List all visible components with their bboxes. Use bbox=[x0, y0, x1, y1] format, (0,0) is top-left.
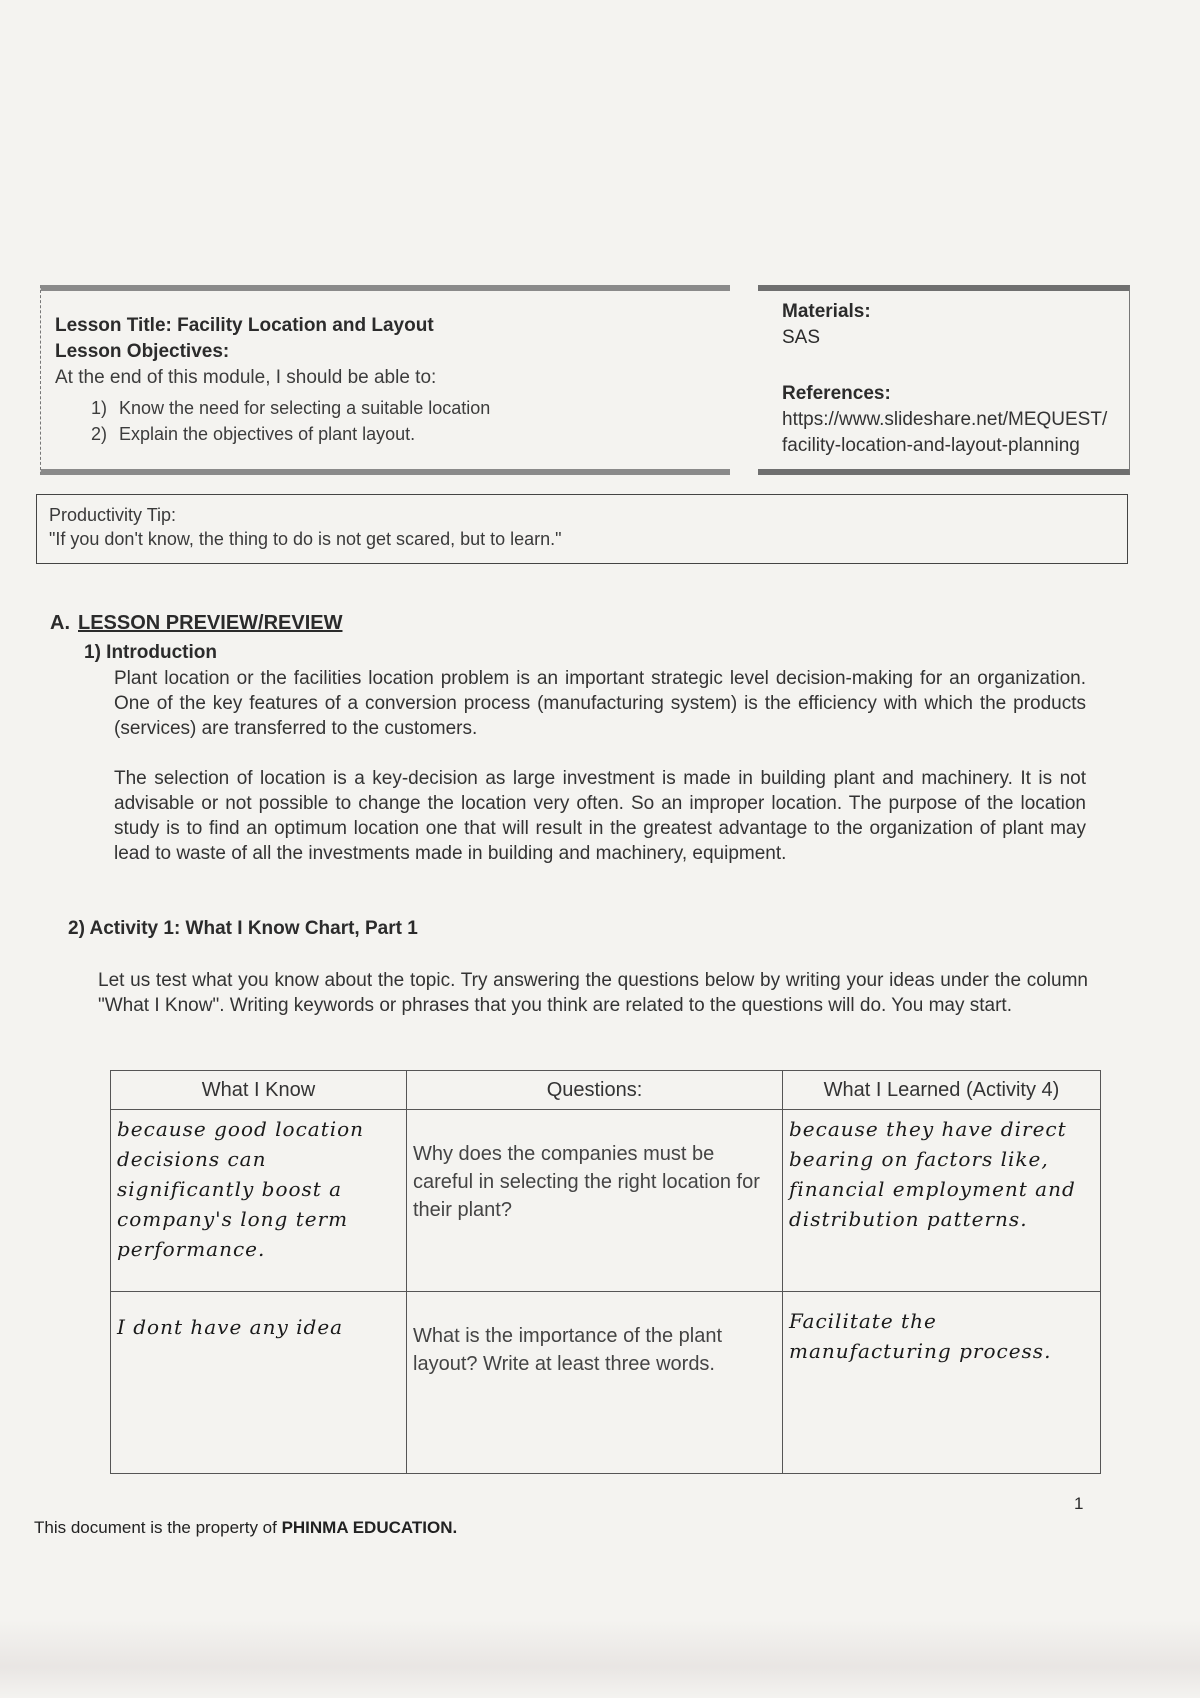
materials-label: Materials: bbox=[782, 301, 871, 322]
question-cell: Why does the companies must be careful in selecting the right location for their plant? bbox=[407, 1110, 783, 1292]
introduction-paragraph-2: The selection of location is a key-decision as large investment is made in building plant and machinery. It is not advisable or not possible to change the location very often. So an improper location. The purpose of the location study is to find an optimum location one that will result in the greatest advantage to the organization of plant may lead to waste of all the investments made in building and machinery, equipment. bbox=[114, 768, 1086, 864]
activity-heading: 2) Activity 1: What I Know Chart, Part 1 bbox=[68, 918, 418, 939]
question-cell: What is the importance of the plant layout? Write at least three words. bbox=[407, 1292, 783, 1474]
materials-value: SAS bbox=[782, 327, 821, 348]
header-questions: Questions: bbox=[407, 1071, 783, 1110]
what-i-know-answer[interactable]: I dont have any idea bbox=[111, 1292, 407, 1474]
objective-item: 2) Explain the objectives of plant layout. bbox=[91, 424, 416, 444]
header-what-i-learned: What I Learned (Activity 4) bbox=[783, 1071, 1101, 1110]
table-row bbox=[111, 1110, 1101, 1292]
footer-owner: PHINMA EDUCATION. bbox=[281, 1518, 458, 1537]
materials-box bbox=[758, 285, 1130, 475]
tip-quote: "If you don't know, the thing to do is not get scared, but to learn." bbox=[49, 529, 562, 549]
objective-item: 1) Know the need for selecting a suitable location bbox=[91, 398, 491, 418]
footer-prefix: This document is the property of bbox=[34, 1518, 282, 1537]
objectives-label: Lesson Objectives: bbox=[55, 341, 230, 362]
what-i-know-answer[interactable]: because good location decisions can significantly boost a company's long term performance. bbox=[111, 1110, 407, 1292]
what-i-learned-answer[interactable]: because they have direct bearing on factors like, financial employment and distribution patterns. bbox=[783, 1110, 1101, 1292]
lesson-info-box bbox=[40, 285, 730, 475]
scan-smudge bbox=[0, 1620, 1200, 1698]
table-row bbox=[111, 1292, 1101, 1474]
activity-instructions: Let us test what you know about the topic. Try answering the questions below by writing your ideas under the column "What I Know". Writing keywords or phrases that you think are related to the questions will do. You may start. bbox=[98, 970, 1088, 1016]
what-i-know-chart bbox=[110, 1070, 1101, 1474]
introduction-heading: 1) Introduction bbox=[84, 642, 217, 663]
table-header-row bbox=[111, 1071, 1101, 1110]
objectives-intro: At the end of this module, I should be able to: bbox=[55, 367, 437, 388]
header-what-i-know: What I Know bbox=[111, 1071, 407, 1110]
lesson-title: Lesson Title: Facility Location and Layout bbox=[55, 315, 434, 336]
objectives-list bbox=[91, 395, 716, 447]
references-label: References: bbox=[782, 383, 891, 404]
reference-link[interactable]: https://www.slideshare.net/MEQUEST/facility-location-and-layout-planning bbox=[782, 409, 1108, 456]
section-title: LESSON PREVIEW/REVIEW bbox=[78, 612, 343, 634]
ownership-footer bbox=[34, 1518, 457, 1538]
section-heading bbox=[50, 612, 342, 635]
productivity-tip bbox=[36, 494, 1128, 564]
section-letter: A. bbox=[50, 612, 70, 634]
introduction-paragraph-1: Plant location or the facilities location problem is an important strategic level decision-making for an organization. One of the key features of a conversion process (manufacturing system) is the efficiency with which the products (services) are transferred to the customers. bbox=[114, 668, 1086, 739]
lesson-header bbox=[40, 285, 1130, 475]
page-number: 1 bbox=[1074, 1494, 1084, 1513]
what-i-learned-answer[interactable]: Facilitate the manufacturing process. bbox=[783, 1292, 1101, 1474]
tip-label: Productivity Tip: bbox=[49, 505, 177, 525]
